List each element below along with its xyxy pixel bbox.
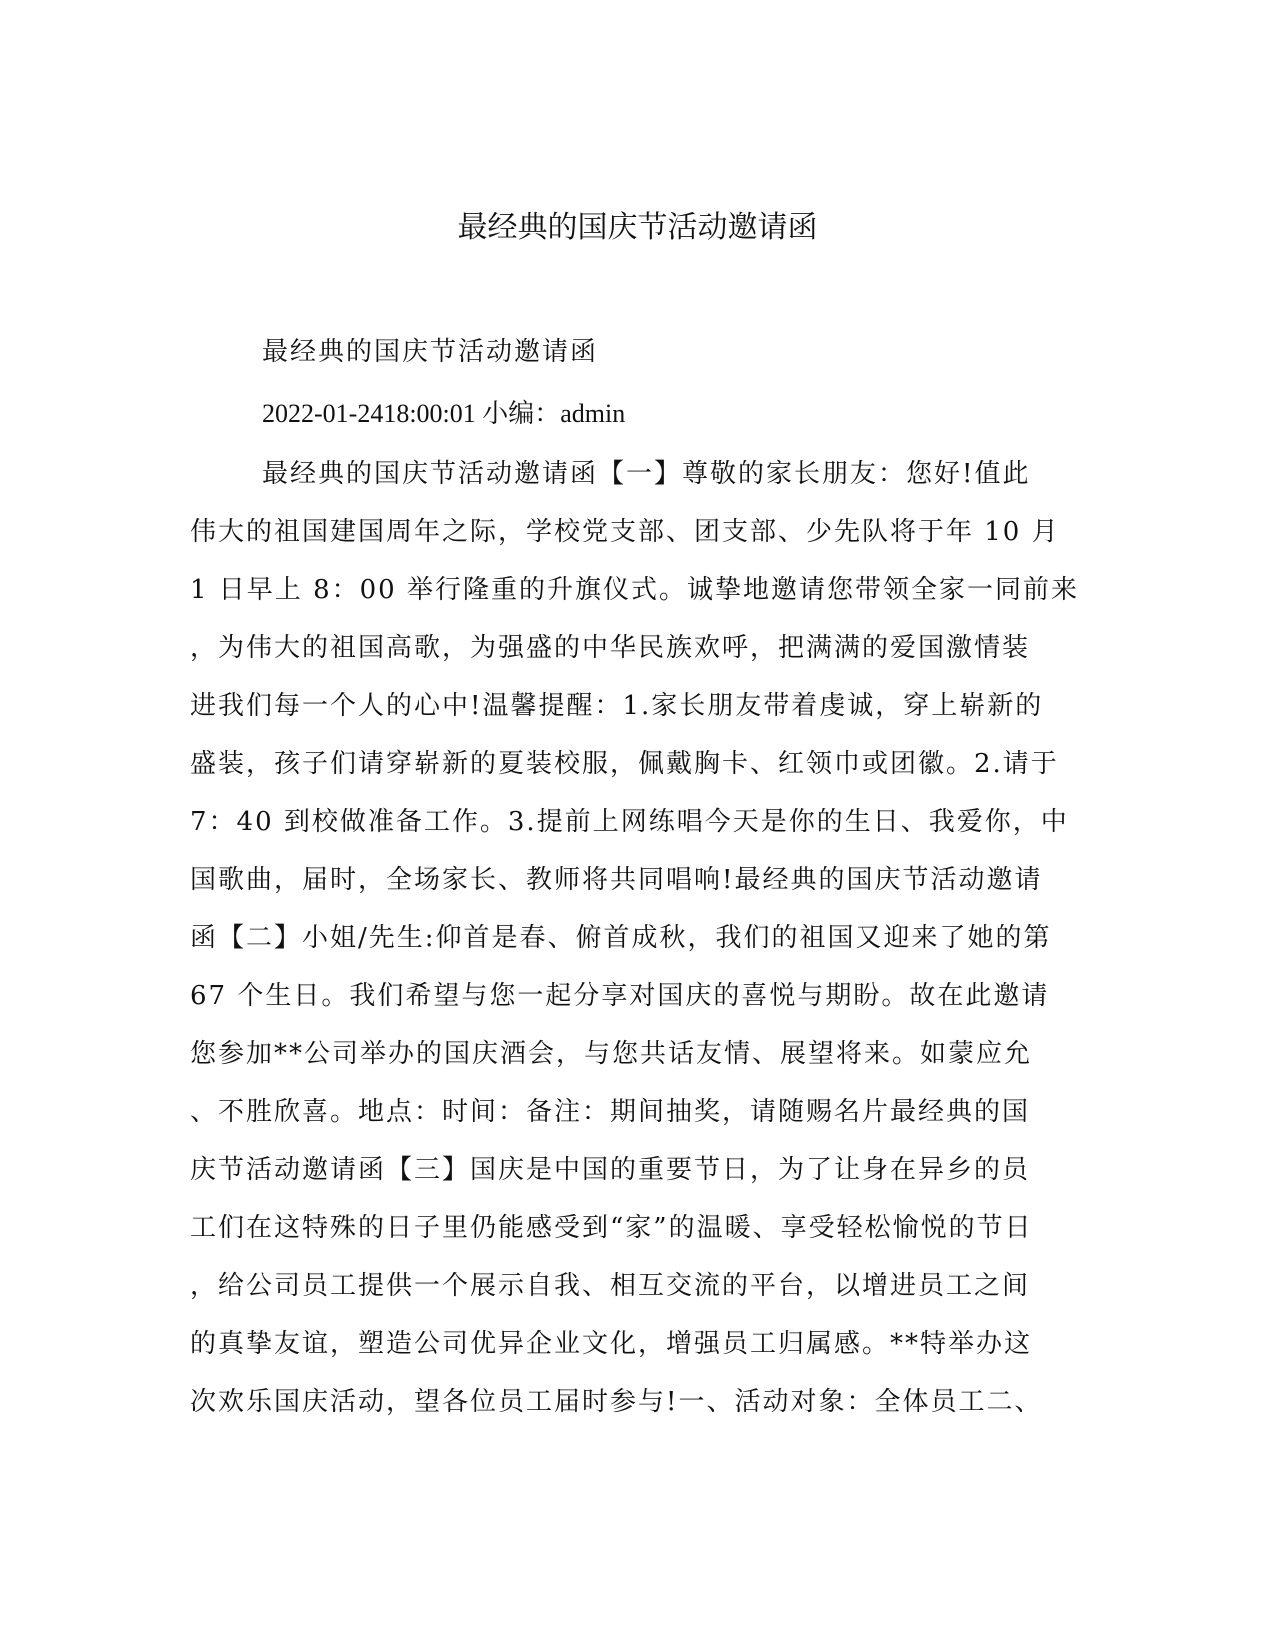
document-subtitle: 最经典的国庆节活动邀请函 bbox=[262, 337, 599, 367]
body-line: 最经典的国庆节活动邀请函【一】尊敬的家长朋友：您好!值此 bbox=[262, 459, 1031, 489]
document-title: 最经典的国庆节活动邀请函 bbox=[457, 210, 818, 245]
body-line: 伟大的祖国建国周年之际，学校党支部、团支部、少先队将于年 10 月 bbox=[190, 517, 1060, 547]
body-line: 次欢乐国庆活动，望各位员工届时参与!一、活动对象：全体员工二、 bbox=[190, 1387, 1043, 1417]
body-line: 您参加**公司举办的国庆酒会，与您共话友情、展望将来。如蒙应允 bbox=[190, 1039, 1033, 1069]
body-line: 庆节活动邀请函【三】国庆是中国的重要节日，为了让身在异乡的员 bbox=[190, 1155, 1031, 1185]
body-line: 、不胜欣喜。地点：时间：备注：期间抽奖，请随赐名片最经典的国 bbox=[190, 1097, 1031, 1127]
body-line: 67 个生日。我们希望与您一起分享对国庆的喜悦与期盼。故在此邀请 bbox=[190, 981, 1050, 1011]
body-line: 盛装，孩子们请穿崭新的夏装校服，佩戴胸卡、红领巾或团徽。2.请于 bbox=[190, 749, 1059, 779]
body-line: 国歌曲，届时，全场家长、教师将共同唱响!最经典的国庆节活动邀请 bbox=[190, 865, 1043, 895]
body-line: 函【二】小姐/先生:仰首是春、俯首成秋，我们的祖国又迎来了她的第 bbox=[190, 923, 1052, 953]
body-line: 工们在这特殊的日子里仍能感受到“家”的温暖、享受轻松愉悦的节日 bbox=[190, 1213, 1033, 1243]
body-line: 7：40 到校做准备工作。3.提前上网练唱今天是你的生日、我爱你，中 bbox=[190, 807, 1069, 837]
document-meta: 2022-01-2418:00:01 小编：admin bbox=[262, 399, 626, 428]
body-line: ，为伟大的祖国高歌，为强盛的中华民族欢呼，把满满的爱国激情装 bbox=[190, 633, 1031, 663]
body-line: 的真挚友谊，塑造公司优异企业文化，增强员工归属感。**特举办这 bbox=[190, 1329, 1033, 1359]
body-line: 进我们每一个人的心中!温馨提醒：1.家长朋友带着虔诚，穿上崭新的 bbox=[190, 691, 1044, 721]
body-line: ，给公司员工提供一个展示自我、相互交流的平台，以增进员工之间 bbox=[190, 1271, 1031, 1301]
body-line: 1 日早上 8：00 举行隆重的升旗仪式。诚挚地邀请您带领全家一同前来 bbox=[190, 575, 1079, 605]
